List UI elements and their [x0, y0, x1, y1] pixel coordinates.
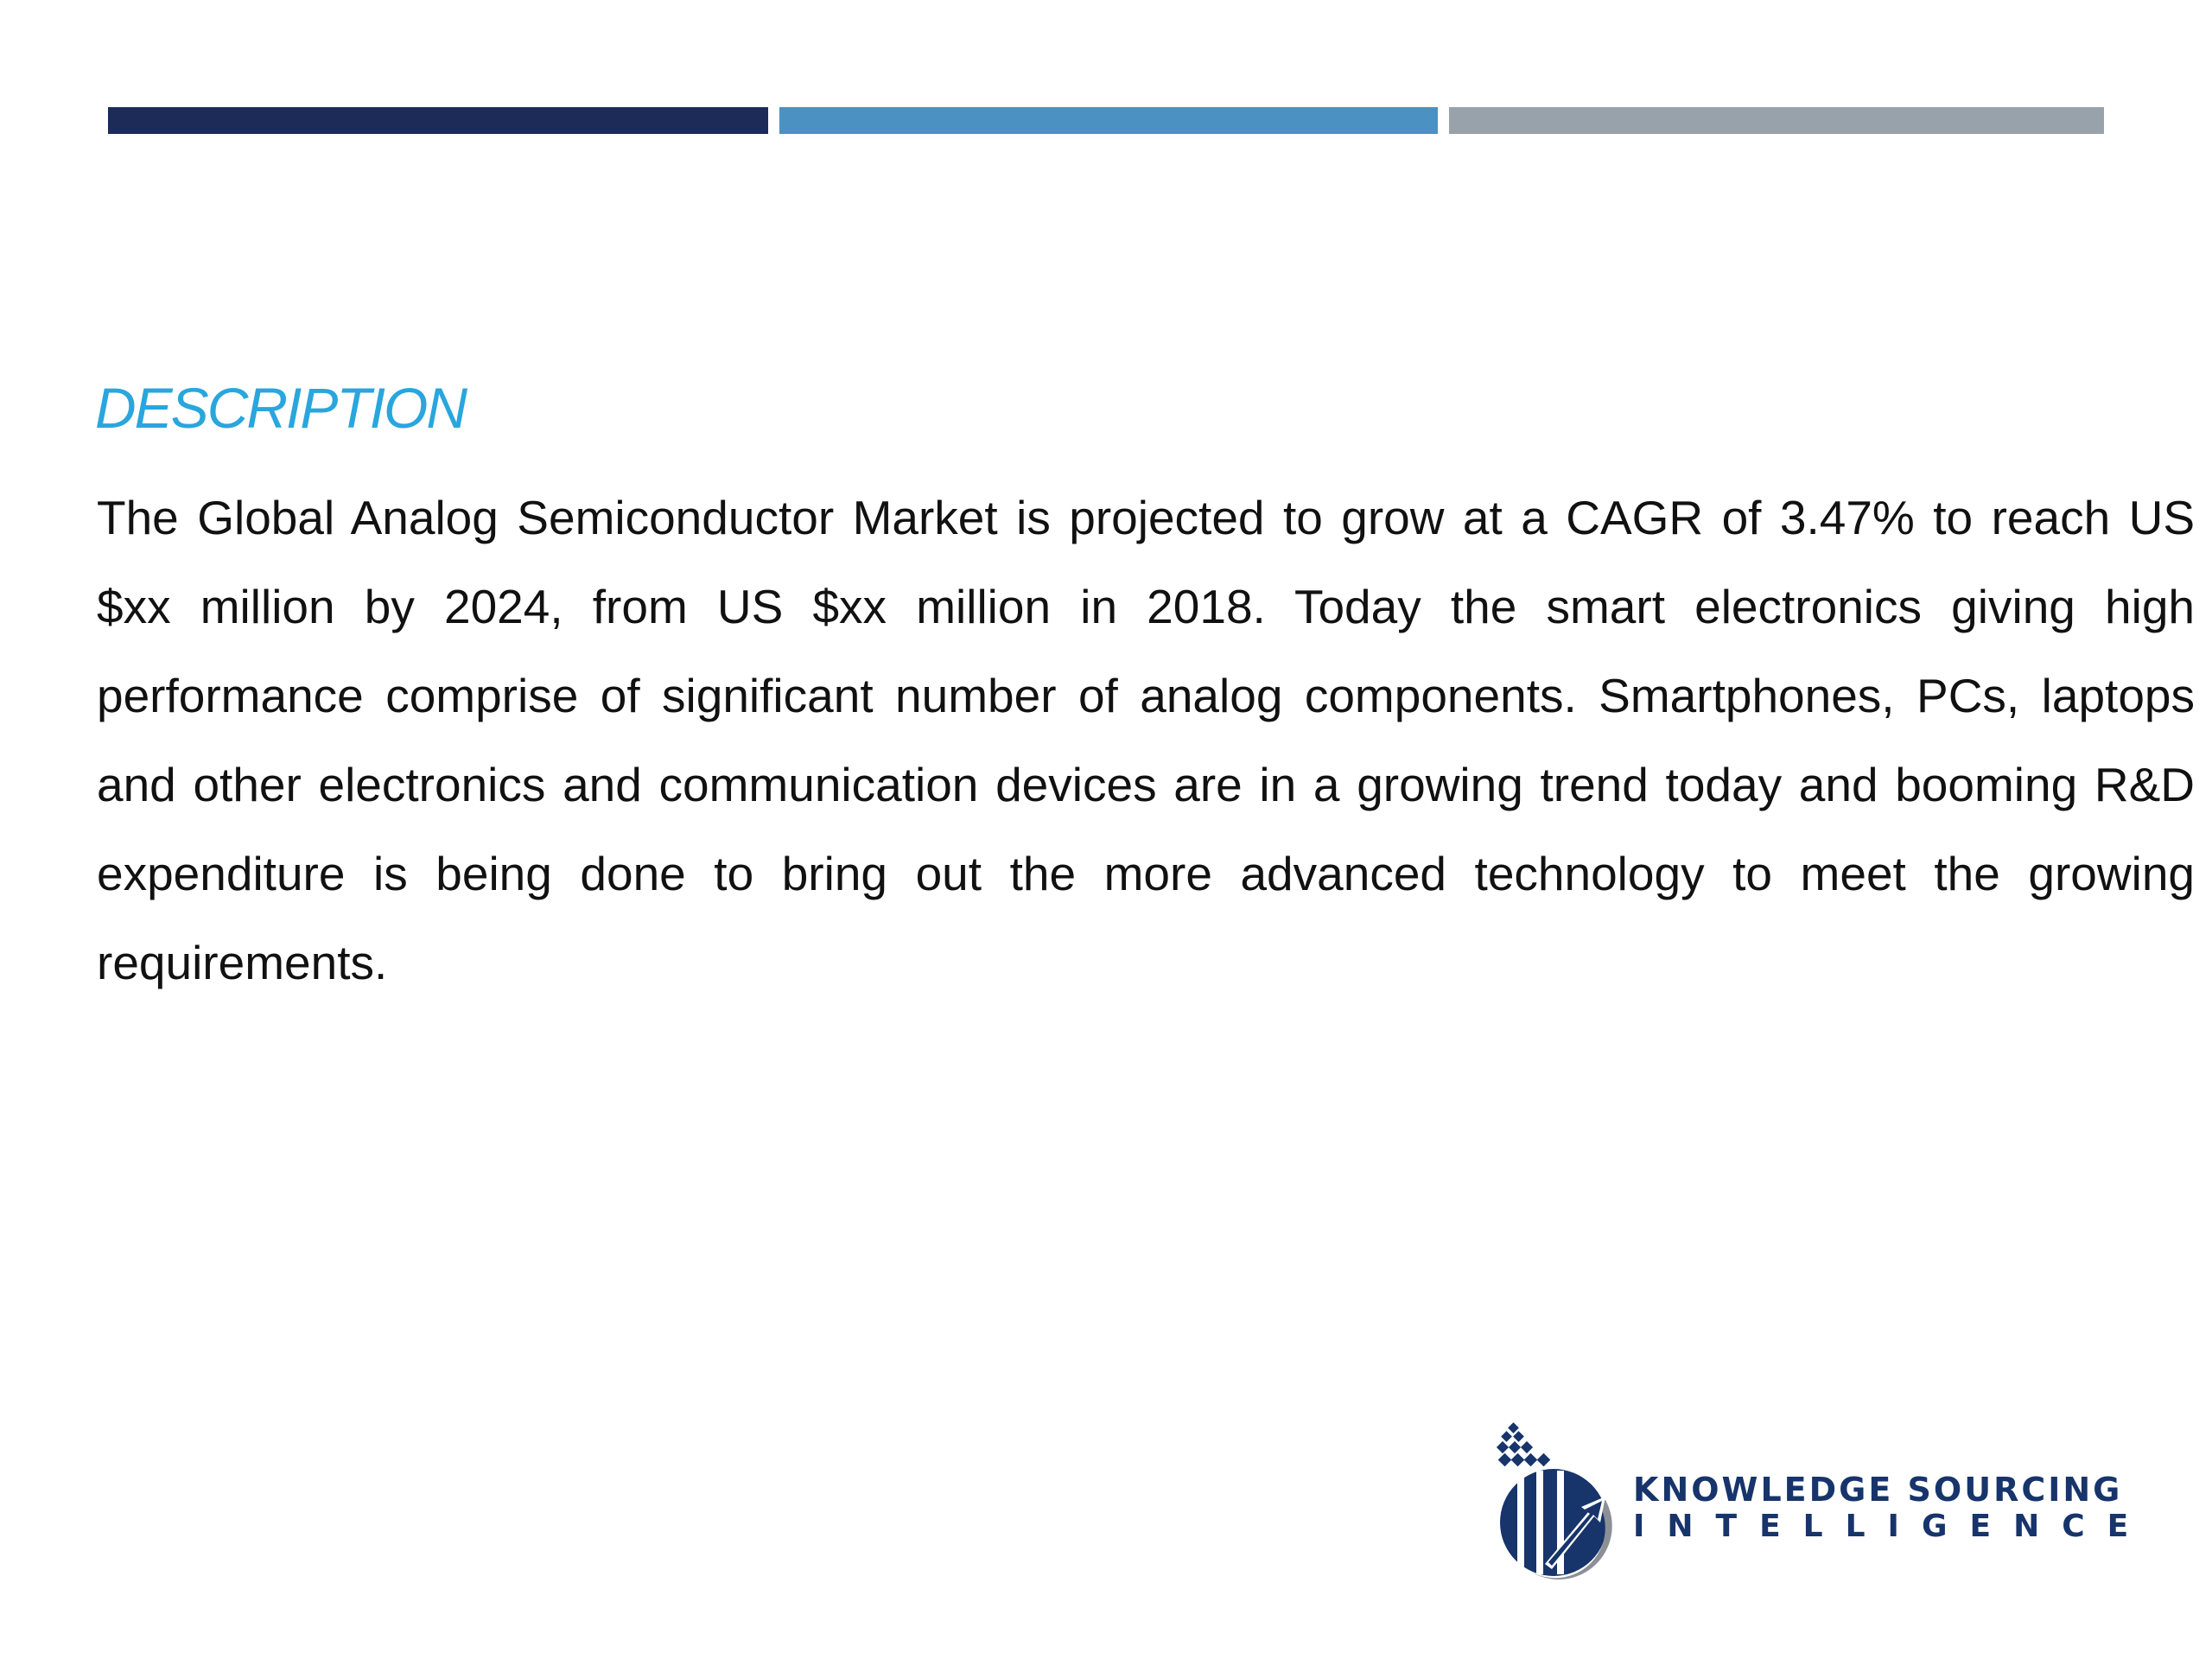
header-bar-dark [108, 107, 768, 134]
section-heading: DESCRIPTION [95, 376, 467, 440]
header-bar-blue [779, 107, 1438, 134]
header-bar-grey [1449, 107, 2104, 134]
logo-text-knowledge-sourcing: KNOWLEDGE SOURCING [1633, 1471, 2123, 1509]
description-paragraph: The Global Analog Semiconductor Market is projected to grow at a CAGR of 3.47% to reach US $xx million by 2024, from US $xx million in 2018. Today the smart electronics giving high performance comprise of significant number of analog components. Smartphones, PCs, laptops and other electronics and communication devices are in a growing trend today and booming R&D expenditure is being done to bring out the more advanced technology to meet the growing requirements. [97, 491, 2195, 989]
header-color-bars [108, 107, 2104, 134]
company-logo [1495, 1417, 2152, 1581]
logo-text-intelligence: INTELLIGENCE [1633, 1509, 2152, 1544]
globe-arrow-logo-icon [1495, 1417, 1624, 1581]
